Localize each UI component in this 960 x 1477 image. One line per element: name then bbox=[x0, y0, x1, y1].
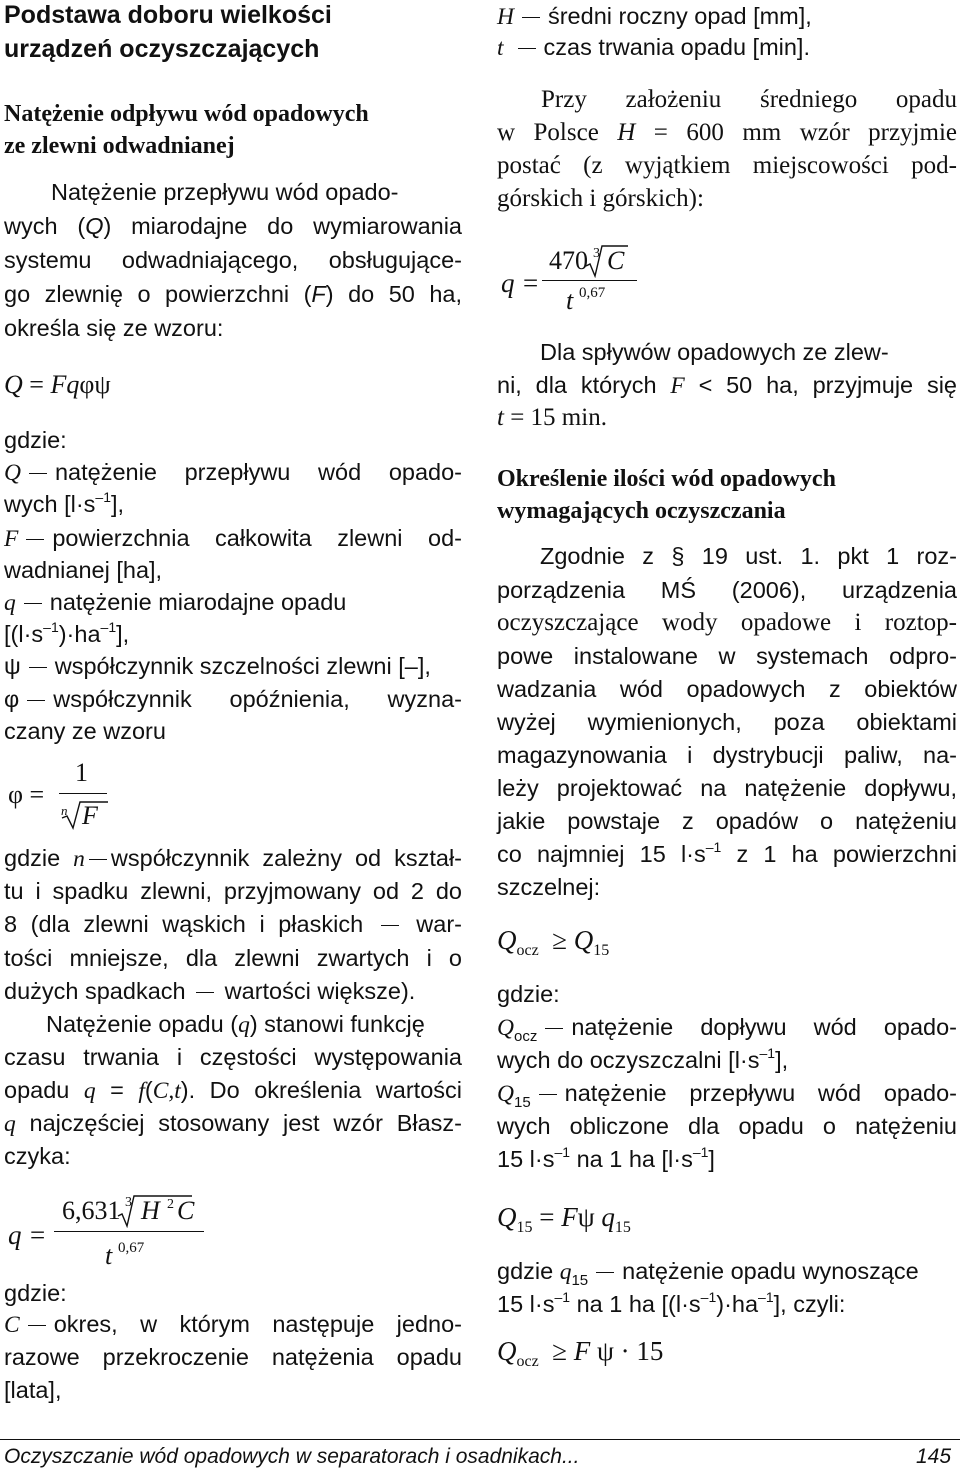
q-lhs: q = bbox=[501, 268, 540, 298]
q-lhs: q = bbox=[8, 1220, 47, 1250]
footer-rule bbox=[0, 1439, 960, 1440]
paragraph-line: t = 15 min. bbox=[497, 404, 607, 431]
gdzie-label: gdzie: bbox=[4, 1280, 67, 1306]
paragraph-line: Natężenie opadu (q) stanowi funkcję bbox=[46, 1011, 425, 1038]
fraction-bar bbox=[59, 793, 107, 794]
paragraph-line: gdzie n współczynnik zależny od kształ- bbox=[4, 845, 462, 872]
definition-line: Q natężenie przepływu wód opado- bbox=[4, 459, 462, 486]
paragraph-line: wadzania wód opadowych z obiektów bbox=[497, 676, 957, 702]
paragraph-line: co najmniej 15 $l\cdot s^{-1}$ z 1 ha powierzchni bbox=[497, 839, 957, 867]
paragraph-line: systemu odwadniającego, obsługujące- bbox=[4, 247, 462, 273]
heading-line-2: urządzeń oczyszczających bbox=[4, 35, 320, 63]
blaszczyk-formula bbox=[4, 1188, 244, 1278]
formula-Q15: $Q_{15} = F\psi$ $q_{15}$ bbox=[497, 1202, 631, 1236]
paragraph-line: Przy założeniu średniego opadu bbox=[541, 86, 957, 113]
definition-line: $Q_{ocz}$ natężenie dopływu wód opado- bbox=[497, 1014, 957, 1045]
footer-title: Oczyszczanie wód opadowych w separatorach i osadnikach... bbox=[4, 1445, 580, 1468]
t-symbol: t bbox=[105, 1241, 113, 1270]
paragraph-line: go zlewnię o powierzchni (F) do 50 ha, bbox=[4, 281, 462, 307]
paragraph-line: oczyszczające wody opadowe i roztop- bbox=[497, 609, 957, 636]
definition-line: t czas trwania opadu [min]. bbox=[497, 34, 810, 61]
paragraph-line: w Polsce H = 600 mm wzór przyjmie bbox=[497, 119, 957, 146]
t-exponent: 0,67 bbox=[118, 1240, 145, 1256]
paragraph-line: dużych spadkach wartości większe). bbox=[4, 978, 416, 1004]
H-symbol: H bbox=[141, 1196, 160, 1225]
paragraph-line: powe instalowane w systemach odpro- bbox=[497, 643, 957, 669]
definition-line: [lata], bbox=[4, 1377, 62, 1403]
C-symbol: C bbox=[177, 1196, 195, 1225]
definition-line: q natężenie miarodajne opadu bbox=[4, 589, 347, 616]
root-index: 3 bbox=[125, 1195, 132, 1210]
paragraph-line: Natężenie przepływu wód opado- bbox=[51, 179, 399, 205]
paragraph-line: wyżej wymienionych, poza obiektami bbox=[497, 709, 957, 735]
heading-line-1: Podstawa doboru wielkości bbox=[4, 1, 332, 29]
radicand: F bbox=[82, 801, 98, 830]
definition-line: C okres, w którym następuje jedno- bbox=[4, 1311, 462, 1338]
phi-formula bbox=[4, 760, 144, 830]
paragraph-line: Dla spływów opadowych ze zlew- bbox=[540, 339, 889, 365]
formula-Qocz-2: $Q_{ocz} \ge F$ ψ · 15 bbox=[497, 1336, 664, 1370]
formula-Q: Q = Fqφψ bbox=[4, 370, 111, 399]
paragraph-line: 8 (dla zlewni wąskich i płaskich war- bbox=[4, 911, 462, 937]
definition-line: czany ze wzoru bbox=[4, 718, 166, 744]
definition-line: φ współczynnik opóźnienia, wyzna- bbox=[4, 686, 462, 712]
coefficient: 470 bbox=[549, 246, 588, 275]
paragraph-line: postać (z wyjątkiem miejscowości pod- bbox=[497, 152, 957, 179]
paragraph-line: szczelnej: bbox=[497, 874, 601, 900]
paragraph-line: czyka: bbox=[4, 1143, 71, 1169]
coefficient: 6,631 bbox=[62, 1196, 121, 1225]
definition-line: wych do oczyszczalni $[l\cdot s^{-1}]$, bbox=[497, 1045, 789, 1073]
formula-Qocz-1: $Q_{ocz} \ge Q_{15}$ bbox=[497, 925, 610, 959]
paragraph-line: gdzie $q_{15}$ natężenie opadu wynoszące bbox=[497, 1258, 919, 1289]
formula-470 bbox=[497, 238, 697, 318]
phi-lhs: φ = bbox=[8, 780, 45, 809]
gdzie-label: gdzie: bbox=[497, 981, 560, 1007]
definition-line: razowe przekroczenie natężenia opadu bbox=[4, 1344, 462, 1370]
H-exponent: 2 bbox=[167, 1197, 174, 1212]
paragraph-line: opadu q = f(C,t). Do określenia wartości bbox=[4, 1077, 462, 1104]
section-heading-1b: ze zlewni odwadnianej bbox=[4, 133, 235, 159]
definition-line: wych obliczone dla opadu o natężeniu bbox=[497, 1113, 957, 1139]
section-heading-2a: Określenie ilości wód opadowych bbox=[497, 466, 836, 492]
definition-line: wych $[l\cdot s^{-1}]$, bbox=[4, 489, 125, 517]
paragraph-line: górskich i górskich): bbox=[497, 185, 704, 212]
paragraph-line: ni, dla których F < 50 ha, przyjmuje się bbox=[497, 372, 957, 399]
section-heading-1a: Natężenie odpływu wód opadowych bbox=[4, 101, 369, 127]
paragraph-line: 15 $l\cdot s^{-1}$ na 1 ha $[(l\cdot s^{-1})\cdot ha^{-1}]$, czyli: bbox=[497, 1289, 846, 1317]
root-index: 3 bbox=[593, 246, 600, 261]
definition-line: F powierzchnia całkowita zlewni od- bbox=[4, 525, 462, 552]
paragraph-line: czasu trwania i częstości występowania bbox=[4, 1044, 462, 1070]
paragraph-line: jakie powstaje z opadów o natężeniu bbox=[497, 808, 957, 834]
paragraph-line: określa się ze wzoru: bbox=[4, 315, 224, 341]
t-symbol: t bbox=[566, 286, 574, 315]
C-symbol: C bbox=[607, 246, 625, 275]
paragraph-line: porządzenia MŚ (2006), urządzenia bbox=[497, 577, 957, 603]
definition-line: wadnianej [ha], bbox=[4, 557, 163, 583]
paragraph-line: q najczęściej stosowany jest wzór Błasz- bbox=[4, 1110, 462, 1137]
section-heading-2b: wymagających oczyszczania bbox=[497, 498, 786, 524]
root-index: n bbox=[61, 803, 68, 818]
definition-line: $Q_{15}$ natężenie przepływu wód opado- bbox=[497, 1080, 957, 1111]
paragraph-line: tu i spadku zlewni, przyjmowany od 2 do bbox=[4, 878, 462, 904]
paragraph-line: magazynowania i dystrybucji paliw, na- bbox=[497, 742, 957, 768]
fraction-bar bbox=[54, 1231, 204, 1232]
page-number: 145 bbox=[916, 1445, 952, 1468]
t-exponent: 0,67 bbox=[579, 285, 606, 301]
phi-numerator: 1 bbox=[75, 758, 88, 787]
paragraph-line: tości mniejsze, dla zlewni zwartych i o bbox=[4, 945, 462, 971]
definition-line: $[(l\cdot s^{-1})\cdot ha^{-1}]$, bbox=[4, 619, 130, 647]
paragraph-line: Zgodnie z § 19 ust. 1. pkt 1 roz- bbox=[540, 543, 957, 569]
gdzie-label: gdzie: bbox=[4, 427, 67, 453]
definition-line: 15 $l\cdot s^{-1}$ na 1 ha $[l\cdot s^{-1}]$ bbox=[497, 1144, 715, 1172]
paragraph-line: wych (Q) miarodajne do wymiarowania bbox=[4, 213, 462, 239]
definition-line: ψ współczynnik szczelności zlewni [–], bbox=[4, 653, 431, 679]
definition-line: H średni roczny opad [mm], bbox=[497, 3, 812, 30]
paragraph-line: leży projektować na natężenie dopływu, bbox=[497, 775, 957, 801]
